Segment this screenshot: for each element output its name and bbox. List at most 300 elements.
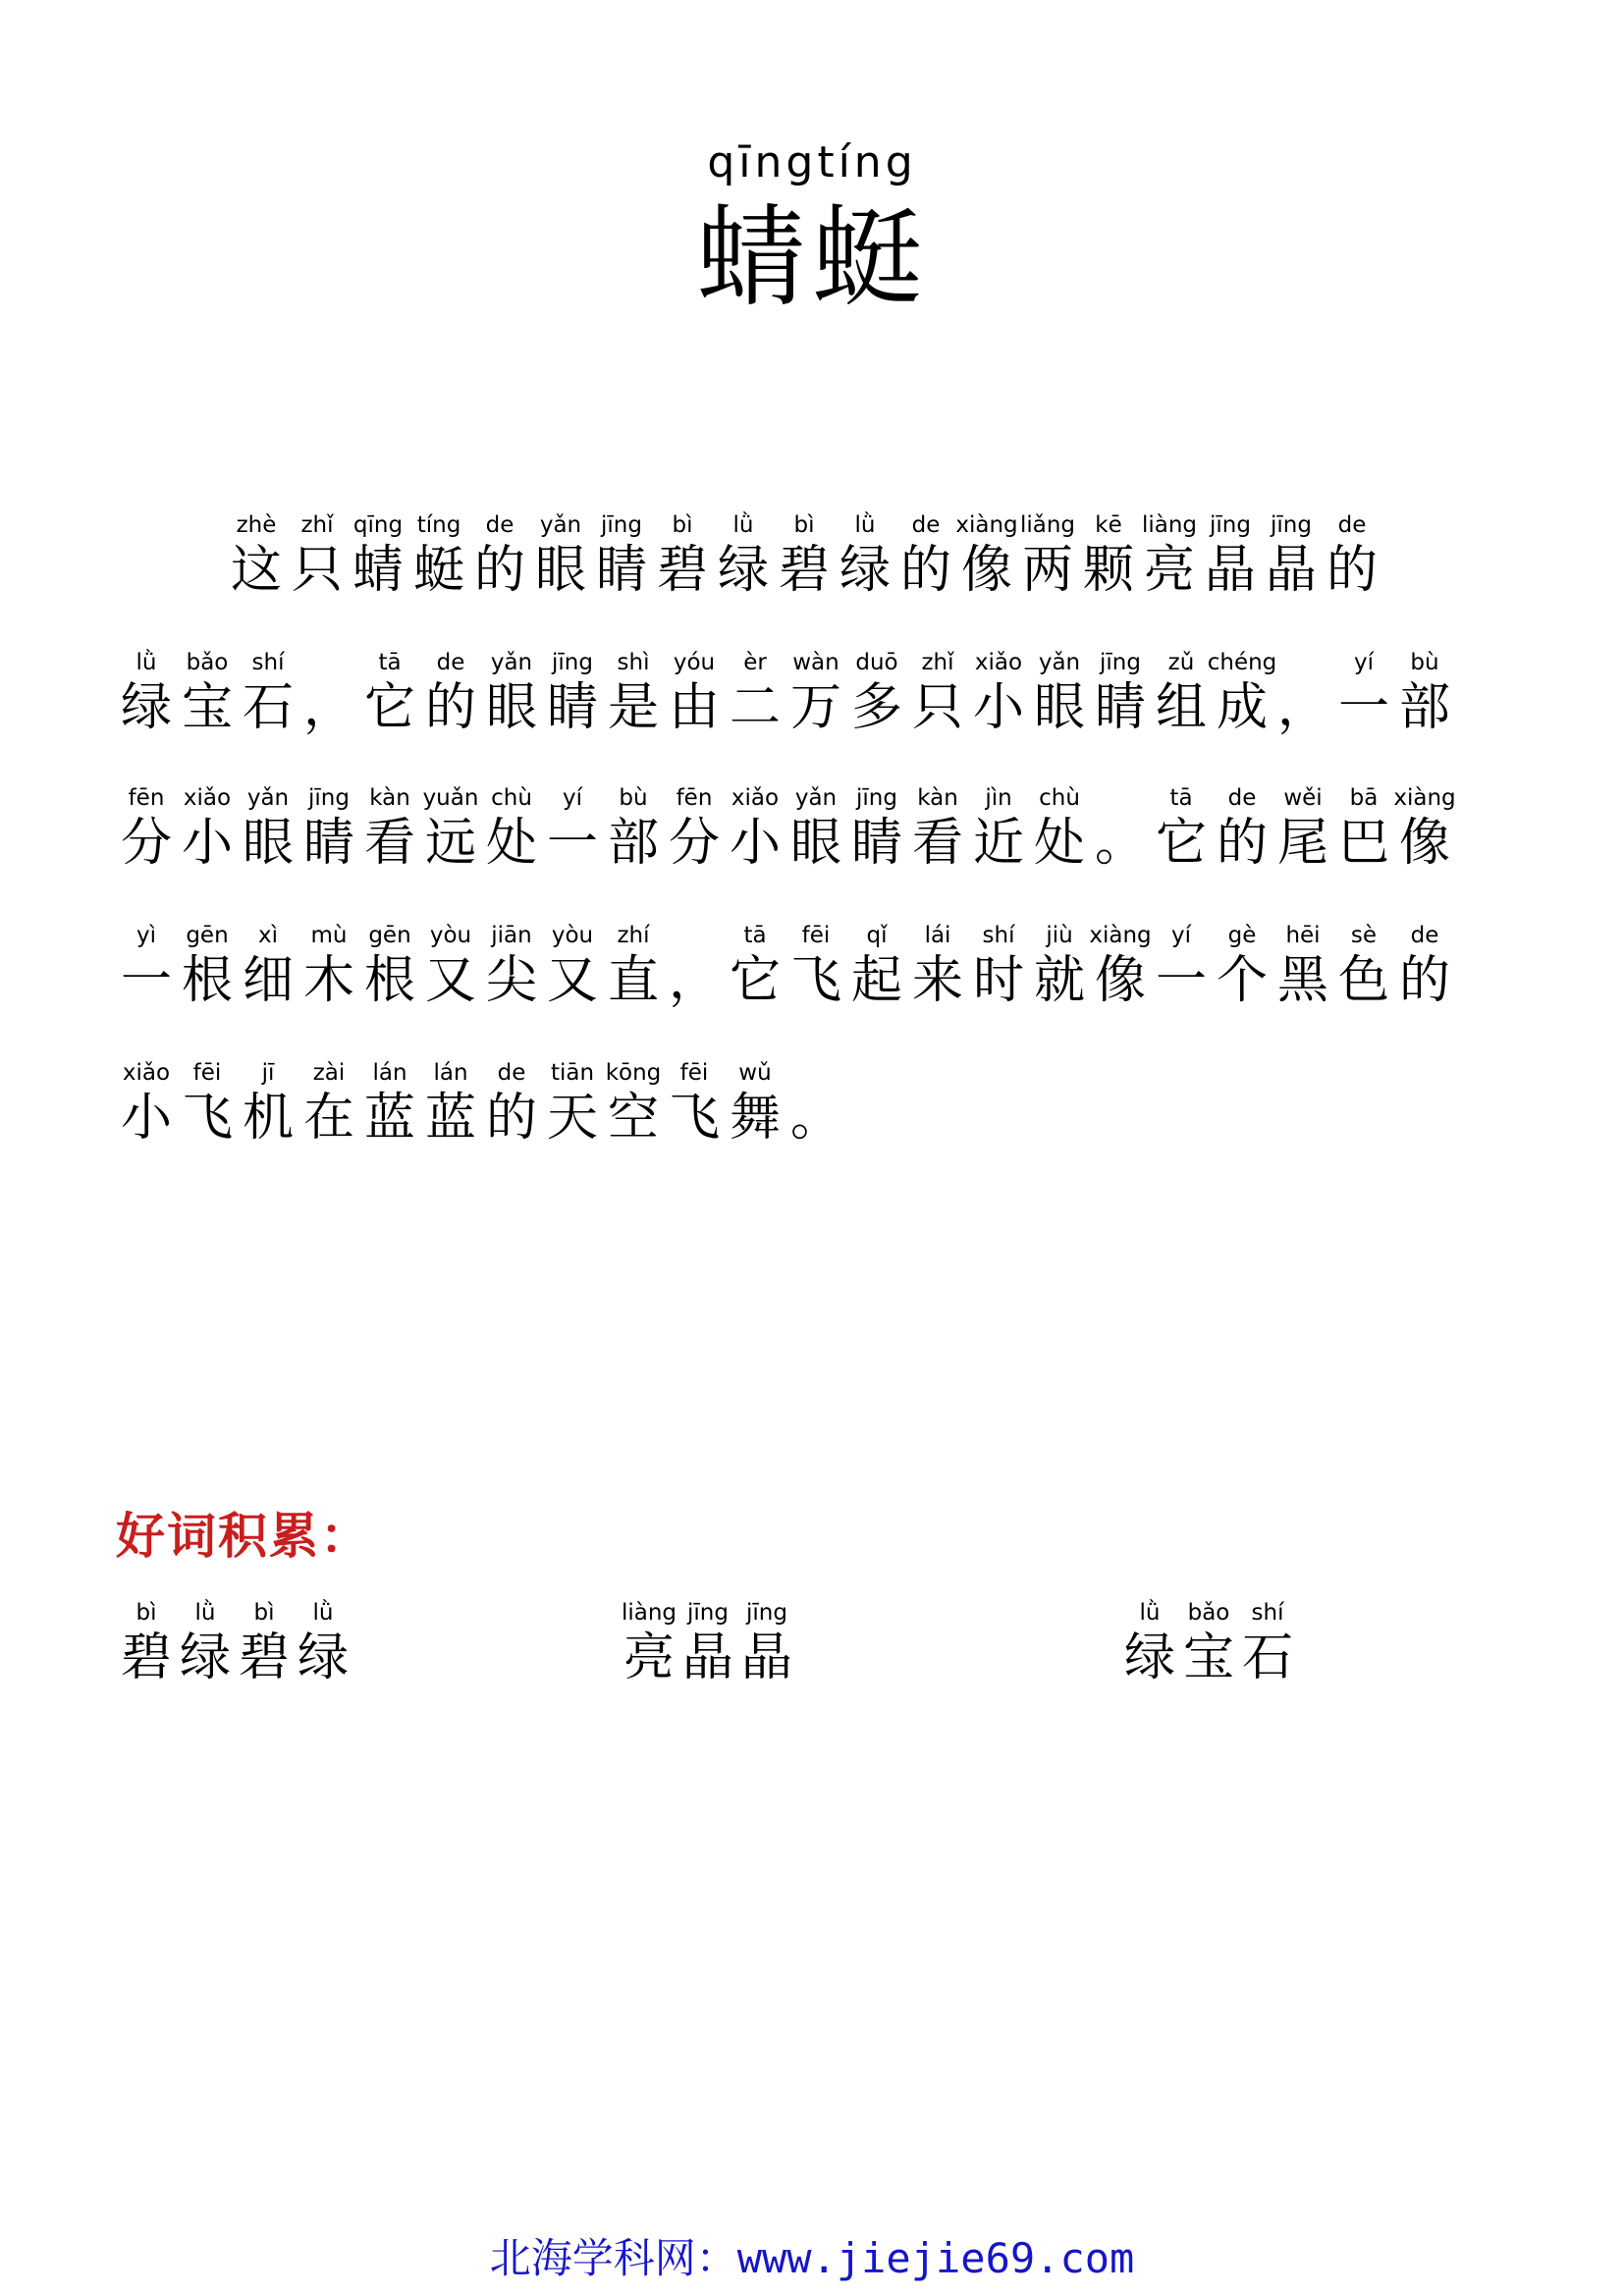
pinyin-char	[956, 510, 1017, 601]
pinyin-char	[420, 1058, 481, 1148]
pinyin: mù	[310, 923, 348, 948]
pinyin: yǎn	[1038, 650, 1081, 675]
hanzi: 舞	[729, 1089, 781, 1148]
pinyin: bù	[619, 785, 648, 811]
pinyin-char	[1272, 783, 1333, 874]
pinyin-char	[785, 783, 846, 874]
pinyin: gēn	[186, 923, 229, 948]
pinyin: lǜ	[854, 512, 876, 538]
pinyin-char	[298, 921, 359, 1011]
pinyin-char	[652, 510, 713, 601]
hanzi: 看	[911, 814, 963, 873]
pinyin-char	[298, 1058, 359, 1148]
pinyin: yǎn	[490, 650, 533, 675]
pinyin: chéng	[1207, 650, 1277, 675]
pinyin: fēn	[676, 785, 713, 811]
pinyin-char	[359, 1058, 420, 1148]
pinyin: zǔ	[1167, 650, 1195, 675]
hanzi: 近	[972, 814, 1024, 873]
pinyin: xiǎo	[731, 785, 780, 811]
hanzi: 蜓	[412, 541, 464, 600]
pinyin-char	[420, 921, 481, 1011]
hanzi: 像	[1398, 814, 1450, 873]
pinyin: liàng	[621, 1600, 677, 1626]
hanzi: 的	[473, 541, 525, 600]
hanzi: 宝	[181, 678, 233, 737]
hanzi: 尖	[485, 951, 537, 1010]
hanzi: 又	[546, 951, 598, 1010]
pinyin-char	[725, 921, 785, 1011]
pinyin-char	[348, 510, 408, 601]
hanzi: 眼	[1033, 678, 1085, 737]
pinyin: tiān	[550, 1060, 595, 1086]
hanzi: 晶	[1204, 541, 1256, 600]
hanzi: 碧	[778, 541, 830, 600]
hanzi: 巴	[1337, 814, 1389, 873]
pinyin: shì	[617, 650, 650, 675]
pinyin: chù	[1039, 785, 1080, 811]
hanzi: 由	[668, 678, 720, 737]
pinyin: jīng	[856, 785, 897, 811]
pinyin-char	[1139, 510, 1200, 601]
pinyin-char	[359, 783, 420, 874]
pinyin-char	[238, 1058, 298, 1148]
pinyin: gēn	[368, 923, 411, 948]
title-pinyin: qīngtíng	[707, 137, 917, 187]
hanzi: 处	[485, 814, 537, 873]
pinyin-char	[1333, 921, 1394, 1011]
hanzi: ，	[1276, 678, 1328, 737]
hanzi: 一	[1155, 951, 1207, 1010]
hanzi: 部	[607, 814, 659, 873]
pinyin: zhǐ	[921, 650, 954, 675]
hanzi: 绿	[1123, 1629, 1175, 1687]
pinyin-char	[1200, 510, 1261, 601]
hanzi: 个	[1216, 951, 1268, 1010]
pinyin-char	[907, 921, 968, 1011]
pinyin: kē	[1095, 512, 1122, 538]
pinyin: yí	[1170, 923, 1191, 948]
hanzi: 宝	[1182, 1629, 1234, 1687]
pinyin: zhǐ	[300, 512, 334, 538]
pinyin: jiān	[491, 923, 532, 948]
pinyin: jī	[261, 1060, 275, 1086]
pinyin-char	[968, 648, 1029, 738]
pinyin-char	[677, 1598, 738, 1688]
pinyin-char	[542, 783, 603, 874]
footer-site-link[interactable]: www.jiejie69.com	[736, 2234, 1135, 2282]
hanzi: 只	[911, 678, 963, 737]
pinyin: bǎo	[186, 650, 229, 675]
pinyin: lǜ	[312, 1600, 334, 1626]
pinyin-char	[481, 648, 542, 738]
pinyin-char	[177, 648, 238, 738]
hanzi: 亮	[1143, 541, 1195, 600]
pinyin-char	[1322, 510, 1382, 601]
pinyin: xiàng	[1089, 923, 1152, 948]
pinyin: wěi	[1283, 785, 1323, 811]
pinyin-char	[177, 783, 238, 874]
hanzi: 二	[729, 678, 781, 737]
pinyin: fēi	[801, 923, 831, 948]
pinyin-char	[1090, 783, 1151, 874]
hanzi: 飞	[789, 951, 841, 1010]
pinyin: zhí	[617, 923, 650, 948]
pinyin: bì	[135, 1600, 157, 1626]
pinyin: shí	[982, 923, 1015, 948]
hanzi: 睛	[850, 814, 902, 873]
hanzi: 碧	[238, 1629, 290, 1687]
hanzi: 又	[424, 951, 476, 1010]
hanzi: 。	[1094, 814, 1146, 873]
footer-label: 北海学科网：	[489, 2234, 737, 2282]
pinyin: bì	[793, 512, 815, 538]
pinyin-char	[234, 1598, 295, 1688]
hanzi: 眼	[242, 814, 294, 873]
pinyin: wàn	[792, 650, 839, 675]
pinyin: wǔ	[738, 1060, 772, 1086]
hanzi: 睛	[595, 541, 647, 600]
pinyin-char	[1333, 783, 1394, 874]
pinyin: yǎn	[246, 785, 290, 811]
pinyin-char	[591, 510, 652, 601]
pinyin-char	[664, 783, 725, 874]
hanzi: 石	[1241, 1629, 1293, 1687]
hanzi: 像	[1094, 951, 1146, 1010]
pinyin-char	[1207, 648, 1277, 738]
pinyin: tā	[1169, 785, 1193, 811]
hanzi: 眼	[485, 678, 537, 737]
pinyin-char	[1333, 648, 1394, 738]
hanzi: ，	[668, 951, 720, 1010]
pinyin: kàn	[917, 785, 958, 811]
pinyin-char	[1090, 648, 1151, 738]
hanzi: 色	[1337, 951, 1389, 1010]
hanzi: 蓝	[363, 1089, 415, 1148]
footer	[0, 2226, 1624, 2285]
hanzi: 黑	[1276, 951, 1328, 1010]
pinyin: fēn	[128, 785, 165, 811]
pinyin-char	[1394, 648, 1455, 738]
pinyin: bì	[672, 512, 693, 538]
hanzi: 天	[546, 1089, 598, 1148]
pinyin-char	[1237, 1598, 1298, 1688]
hanzi: 碧	[656, 541, 708, 600]
pinyin: jīng	[687, 1600, 729, 1626]
pinyin-char	[603, 783, 664, 874]
pinyin-char	[359, 921, 420, 1011]
hanzi: 石	[242, 678, 294, 737]
pinyin-char	[226, 510, 287, 601]
pinyin-char	[542, 648, 603, 738]
hanzi: 。	[789, 1089, 841, 1148]
pinyin-char	[481, 1058, 542, 1148]
page-title: 蜻蜓	[696, 194, 928, 322]
pinyin-char	[1151, 648, 1212, 738]
pinyin-char	[238, 648, 298, 738]
pinyin: jiù	[1046, 923, 1073, 948]
hanzi: 分	[668, 814, 720, 873]
pinyin: de	[1227, 785, 1257, 811]
hanzi: 绿	[120, 678, 172, 737]
hanzi: 看	[363, 814, 415, 873]
pinyin: lǜ	[1139, 1600, 1161, 1626]
passage-line	[0, 510, 1624, 618]
hanzi: 只	[291, 541, 343, 600]
pinyin-char	[116, 783, 177, 874]
pinyin-char	[603, 1058, 664, 1148]
hanzi: ，	[302, 678, 354, 737]
pinyin: yòu	[551, 923, 594, 948]
pinyin-char	[968, 921, 1029, 1011]
pinyin: de	[1337, 512, 1367, 538]
pinyin-char	[1090, 921, 1151, 1011]
pinyin-char	[1029, 921, 1090, 1011]
pinyin: yì	[135, 923, 156, 948]
pinyin-char	[736, 1598, 797, 1688]
pinyin-char	[713, 510, 774, 601]
pinyin-char	[1151, 783, 1212, 874]
pinyin-char	[785, 1058, 846, 1148]
pinyin-char	[664, 921, 725, 1011]
pinyin: de	[497, 1060, 526, 1086]
hanzi: 绿	[839, 541, 891, 600]
hanzi: 成	[1216, 678, 1268, 737]
pinyin: xiǎo	[974, 650, 1023, 675]
pinyin: yóu	[673, 650, 716, 675]
pinyin: qīng	[352, 512, 404, 538]
pinyin-char	[420, 648, 481, 738]
pinyin-char	[293, 1598, 353, 1688]
hanzi: 晶	[1265, 541, 1317, 600]
hanzi: 飞	[668, 1089, 720, 1148]
pinyin: xiàng	[1393, 785, 1456, 811]
hanzi: 颗	[1082, 541, 1134, 600]
vocab-word	[116, 1598, 509, 1706]
pinyin: fēi	[192, 1060, 222, 1086]
pinyin-char	[664, 648, 725, 738]
hanzi: 碧	[120, 1629, 172, 1687]
pinyin-char	[530, 510, 591, 601]
hanzi: 万	[789, 678, 841, 737]
hanzi: 眼	[534, 541, 586, 600]
hanzi: 的	[485, 1089, 537, 1148]
pinyin-char	[175, 1598, 236, 1688]
pinyin-char	[116, 1598, 177, 1688]
hanzi: 绿	[179, 1629, 231, 1687]
pinyin: tíng	[416, 512, 461, 538]
hanzi: 的	[1216, 814, 1268, 873]
passage-line	[0, 783, 1624, 891]
hanzi: 绿	[297, 1629, 349, 1687]
hanzi: 的	[1398, 951, 1450, 1010]
hanzi: 眼	[789, 814, 841, 873]
hanzi: 一	[546, 814, 598, 873]
pinyin: bā	[1349, 785, 1379, 811]
hanzi: 的	[899, 541, 951, 600]
hanzi: 它	[363, 678, 415, 737]
pinyin: shí	[1251, 1600, 1284, 1626]
hanzi: 处	[1033, 814, 1085, 873]
pinyin-char	[968, 783, 1029, 874]
hanzi: 尾	[1276, 814, 1328, 873]
pinyin: yí	[1353, 650, 1374, 675]
vocab-word	[1119, 1598, 1512, 1706]
pinyin-char	[481, 921, 542, 1011]
pinyin: bù	[1410, 650, 1439, 675]
pinyin-char	[1261, 510, 1322, 601]
pinyin: jīng	[1271, 512, 1312, 538]
pinyin: lái	[924, 923, 951, 948]
hanzi: 时	[972, 951, 1024, 1010]
pinyin: de	[436, 650, 465, 675]
hanzi: 飞	[181, 1089, 233, 1148]
pinyin: kōng	[605, 1060, 662, 1086]
pinyin: gè	[1227, 923, 1257, 948]
hanzi: 机	[242, 1089, 294, 1148]
pinyin: sè	[1350, 923, 1378, 948]
hanzi: 起	[850, 951, 902, 1010]
pinyin: de	[485, 512, 514, 538]
hanzi: 多	[850, 678, 902, 737]
pinyin-char	[1119, 1598, 1180, 1688]
passage-line	[0, 1058, 1624, 1166]
hanzi: 部	[1398, 678, 1450, 737]
pinyin: fēi	[679, 1060, 709, 1086]
pinyin-char	[1272, 648, 1333, 738]
pinyin-char	[725, 783, 785, 874]
hanzi: 一	[1337, 678, 1389, 737]
pinyin-char	[1151, 921, 1212, 1011]
hanzi: 小	[120, 1089, 172, 1148]
pinyin: jìn	[985, 785, 1012, 811]
pinyin-char	[287, 510, 348, 601]
hanzi: 睛	[1094, 678, 1146, 737]
pinyin-char	[785, 648, 846, 738]
pinyin-char	[359, 648, 420, 738]
hanzi: 小	[729, 814, 781, 873]
pinyin-char	[1029, 648, 1090, 738]
vocabulary-heading: 好词积累：	[116, 1508, 371, 1565]
pinyin-char	[774, 510, 835, 601]
pinyin: xiàng	[955, 512, 1018, 538]
pinyin-char	[725, 648, 785, 738]
pinyin-char	[1178, 1598, 1239, 1688]
pinyin-char	[907, 783, 968, 874]
hanzi: 是	[607, 678, 659, 737]
hanzi: 睛	[546, 678, 598, 737]
pinyin-char	[1212, 783, 1272, 874]
hanzi: 分	[120, 814, 172, 873]
pinyin-char	[907, 648, 968, 738]
pinyin: tā	[743, 923, 767, 948]
pinyin: zài	[312, 1060, 346, 1086]
hanzi: 就	[1033, 951, 1085, 1010]
pinyin: lǜ	[135, 650, 157, 675]
pinyin-char	[785, 921, 846, 1011]
pinyin-char	[481, 783, 542, 874]
pinyin: xiǎo	[183, 785, 232, 811]
pinyin: yuǎn	[422, 785, 479, 811]
pinyin-char	[846, 783, 907, 874]
pinyin-char	[542, 1058, 603, 1148]
pinyin-char	[603, 648, 664, 738]
pinyin-char	[725, 1058, 785, 1148]
pinyin-char	[846, 648, 907, 738]
hanzi: 空	[607, 1089, 659, 1148]
pinyin: liǎng	[1019, 512, 1076, 538]
hanzi: 它	[729, 951, 781, 1010]
pinyin-char	[1017, 510, 1078, 601]
hanzi: 晶	[681, 1629, 733, 1687]
pinyin-char	[1394, 921, 1455, 1011]
pinyin: de	[1410, 923, 1439, 948]
hanzi: 蜻	[352, 541, 404, 600]
pinyin-char	[116, 1058, 177, 1148]
hanzi: 晶	[740, 1629, 792, 1687]
pinyin: liàng	[1141, 512, 1198, 538]
pinyin-char	[116, 648, 177, 738]
hanzi: 蓝	[424, 1089, 476, 1148]
hanzi: 细	[242, 951, 294, 1010]
pinyin: lǜ	[194, 1600, 216, 1626]
pinyin-char	[469, 510, 530, 601]
pinyin-char	[298, 783, 359, 874]
hanzi: 根	[363, 951, 415, 1010]
pinyin: yǎn	[539, 512, 582, 538]
pinyin: jīng	[1100, 650, 1141, 675]
pinyin-char	[1212, 921, 1272, 1011]
pinyin-char	[408, 510, 469, 601]
hanzi: 它	[1155, 814, 1207, 873]
pinyin-char	[177, 1058, 238, 1148]
hanzi: 远	[424, 814, 476, 873]
hanzi: 木	[302, 951, 354, 1010]
hanzi: 一	[120, 951, 172, 1010]
pinyin: jīng	[601, 512, 642, 538]
hanzi: 直	[607, 951, 659, 1010]
pinyin-char	[420, 783, 481, 874]
pinyin: yǎn	[794, 785, 838, 811]
pinyin-char	[835, 510, 895, 601]
pinyin-char	[177, 921, 238, 1011]
hanzi: 小	[181, 814, 233, 873]
hanzi: 在	[302, 1089, 354, 1148]
vocab-word	[619, 1598, 1011, 1706]
pinyin-char	[664, 1058, 725, 1148]
pinyin: xì	[257, 923, 278, 948]
hanzi: 的	[424, 678, 476, 737]
pinyin-char	[298, 648, 359, 738]
pinyin-char	[238, 783, 298, 874]
hanzi: 根	[181, 951, 233, 1010]
hanzi: 这	[230, 541, 282, 600]
hanzi: 组	[1155, 678, 1207, 737]
pinyin: shí	[251, 650, 285, 675]
passage-line	[0, 648, 1624, 756]
hanzi: 两	[1021, 541, 1073, 600]
pinyin-char	[1272, 921, 1333, 1011]
pinyin: hēi	[1285, 923, 1321, 948]
pinyin: yòu	[429, 923, 472, 948]
hanzi: 睛	[302, 814, 354, 873]
pinyin-char	[542, 921, 603, 1011]
pinyin: xiǎo	[122, 1060, 171, 1086]
pinyin-char	[846, 921, 907, 1011]
hanzi: 像	[960, 541, 1012, 600]
pinyin-char	[1029, 783, 1090, 874]
pinyin: lǜ	[732, 512, 754, 538]
